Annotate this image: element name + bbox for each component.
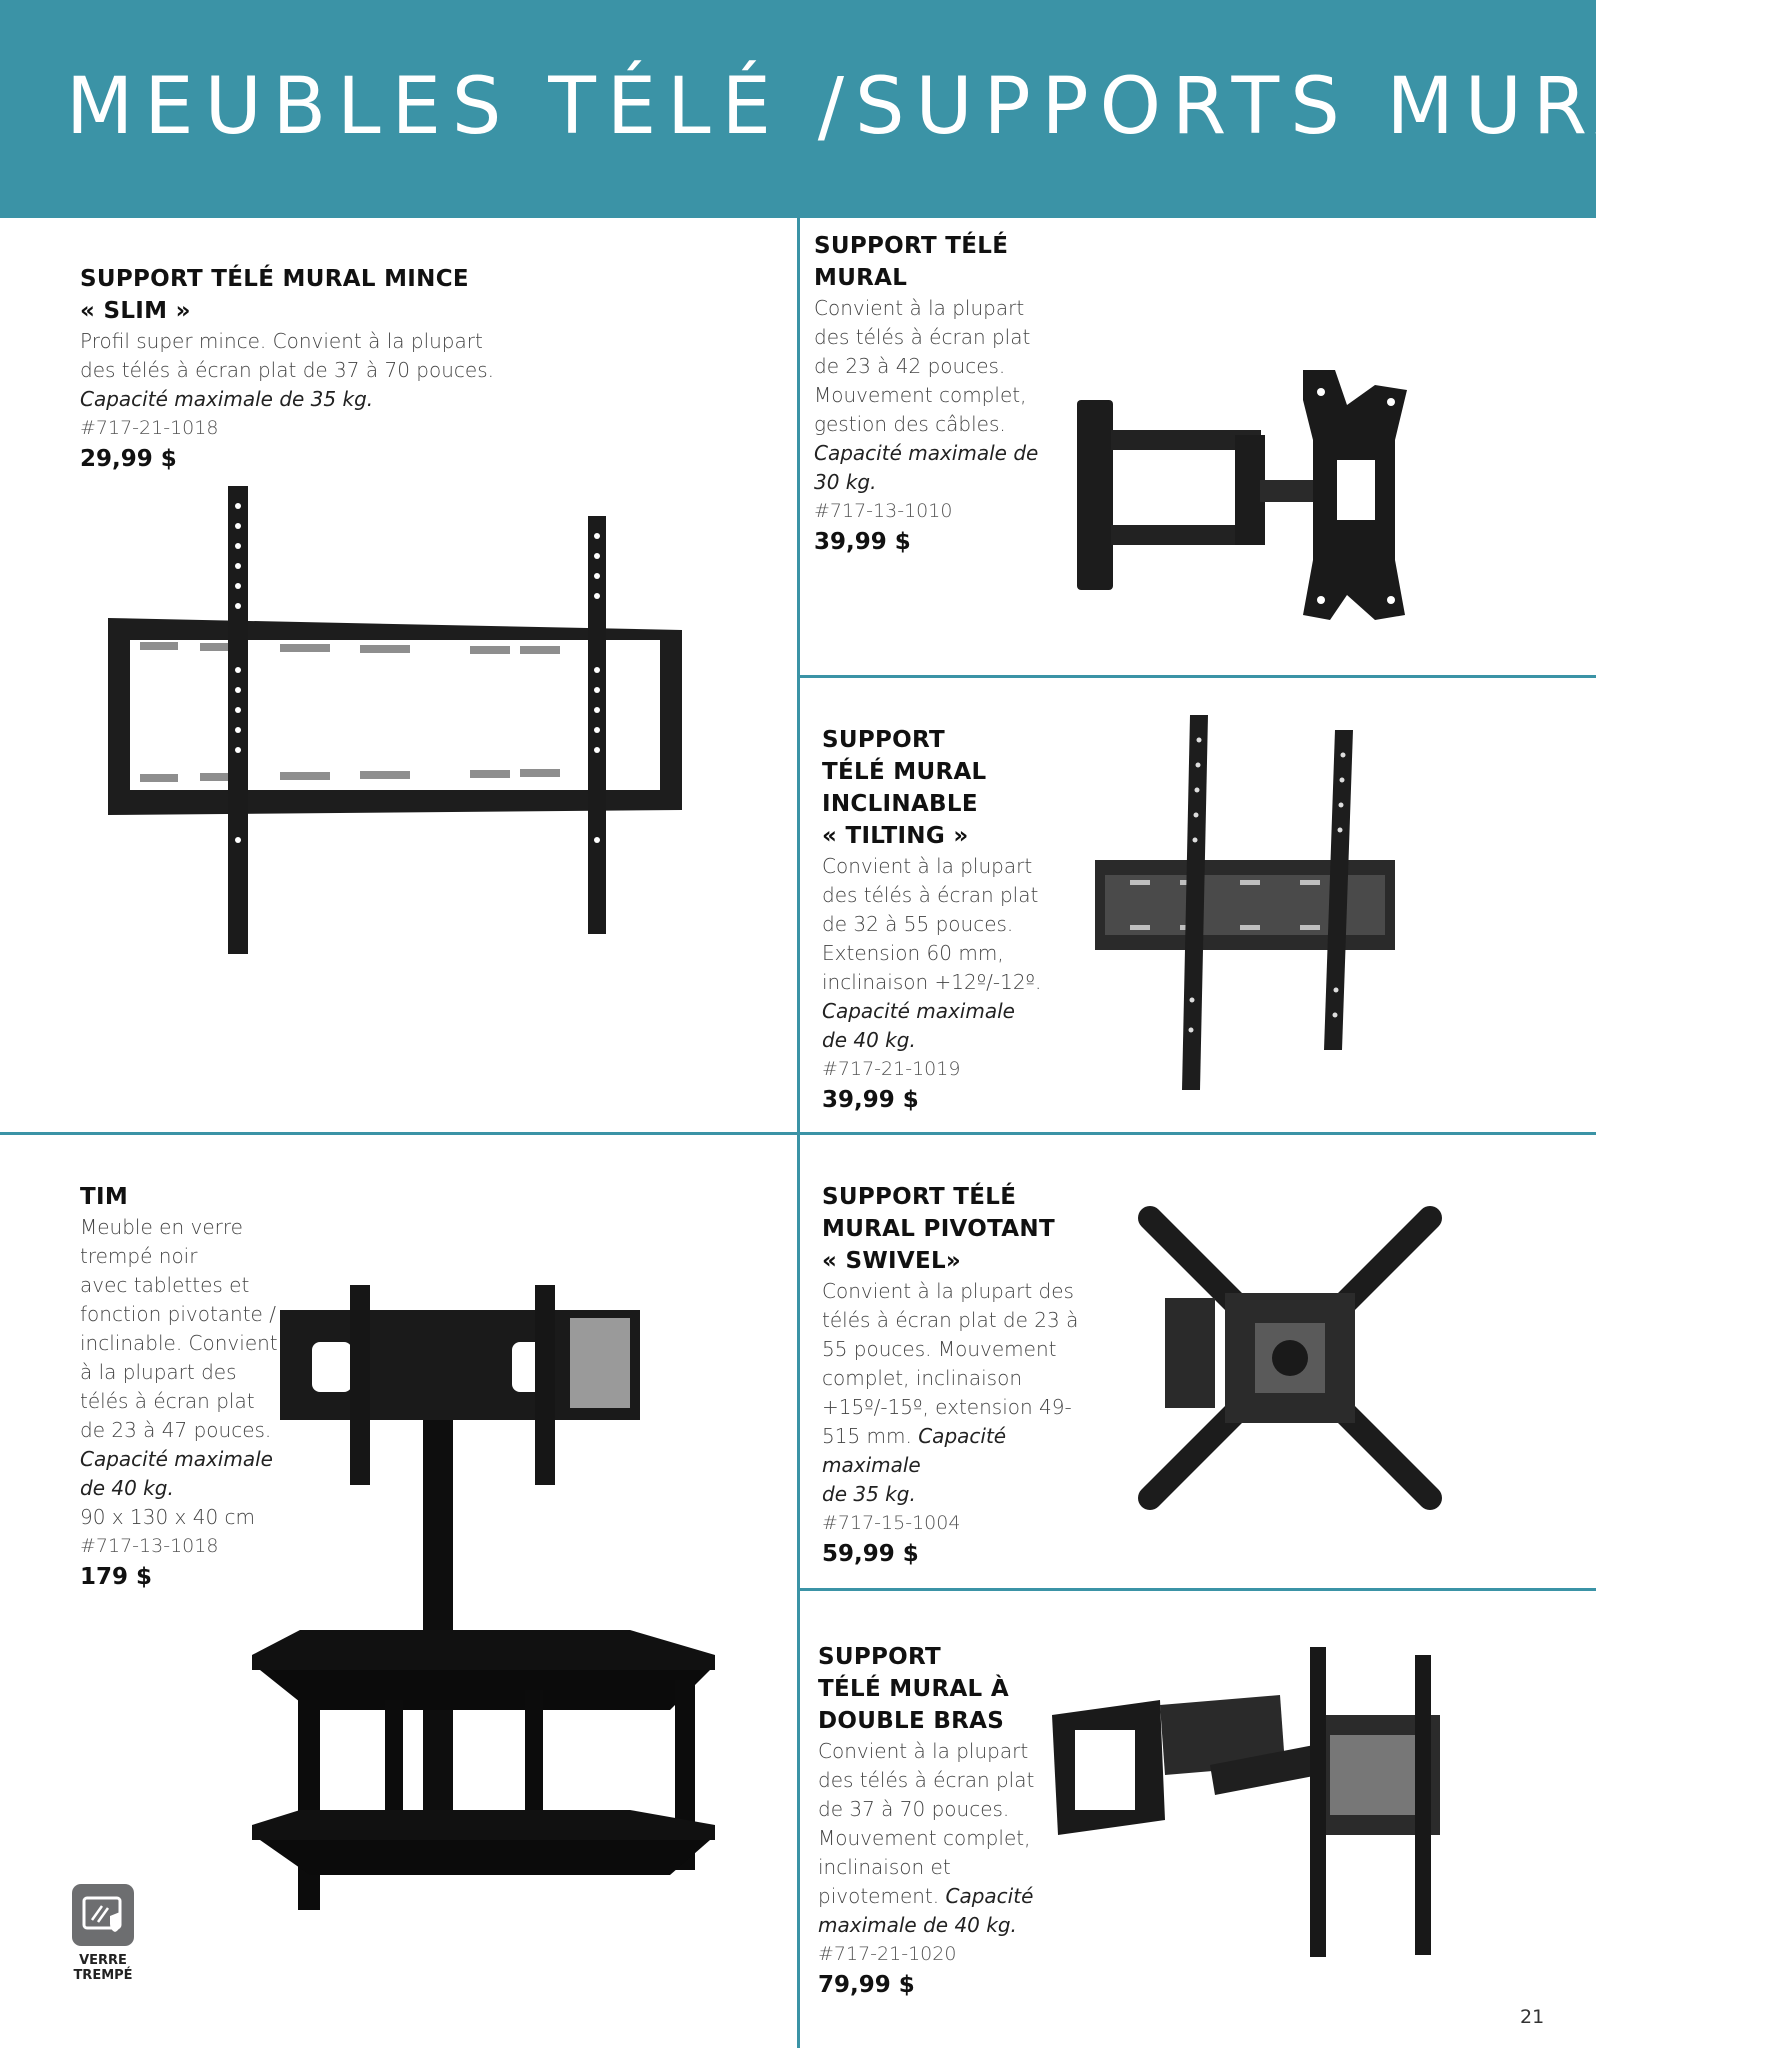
- product-description: Meuble en verre trempé noir avec tablettes et fonction pivotante / inclinable. Convient à la plupart des télés à écran plat de 23 à 47 pouces.: [80, 1215, 278, 1442]
- page-number: 21: [1520, 2006, 1545, 2028]
- product-wall-mount: [814, 230, 1054, 558]
- product-sku: #717-21-1018: [80, 417, 219, 439]
- product-description: Convient à la plupart des télés à écran plat de 32 à 55 pouces. Extension 60 mm, inclinaison +12º/-12º.: [822, 854, 1042, 994]
- page-title: MEUBLES TÉLÉ /SUPPORTS MURAUX: [66, 62, 1792, 152]
- product-capacity: maximale de 35 kg.: [822, 1453, 921, 1506]
- product-description: Convient à la plupart des télés à écran plat de 23 à 55 pouces. Mouvement complet, inclinaison +15º/-15º, extension 49- 515 mm. Capacité: [822, 1279, 1079, 1448]
- product-sku: #717-21-1019: [822, 1058, 961, 1080]
- section-divider-right-2: [797, 1588, 1596, 1591]
- product-capacity: maximale de 40 kg.: [818, 1913, 1017, 1937]
- product-dimensions: 90 x 130 x 40 cm: [80, 1505, 256, 1529]
- product-price: 39,99 $: [822, 1087, 919, 1113]
- product-sku: #717-15-1004: [822, 1512, 961, 1534]
- product-title: SUPPORT TÉLÉ MURAL INCLINABLE « TILTING »: [822, 727, 987, 849]
- product-swivel-mount: [822, 1181, 1082, 1570]
- product-sku: #717-13-1018: [80, 1535, 219, 1557]
- product-title: SUPPORT TÉLÉ MURAL À DOUBLE BRAS: [818, 1644, 1009, 1734]
- tilting-mount-image: [1090, 710, 1410, 1095]
- product-description: Profil super mince. Convient à la plupart des télés à écran plat de 37 à 70 pouces.: [80, 329, 494, 382]
- product-price: 79,99 $: [818, 1972, 915, 1998]
- product-capacity: Capacité maximale de 40 kg.: [80, 1447, 273, 1500]
- product-title: SUPPORT TÉLÉ MURAL MINCE « SLIM »: [80, 266, 469, 324]
- swivel-mount-image: [1130, 1198, 1450, 1518]
- product-title: TIM: [80, 1184, 129, 1210]
- tim-stand-image: [250, 1280, 720, 1940]
- tempered-glass-icon: [72, 1884, 134, 1946]
- section-divider-full: [0, 1132, 1596, 1135]
- page-header: [0, 0, 1792, 218]
- product-price: 179 $: [80, 1564, 153, 1590]
- section-divider-right-1: [797, 675, 1596, 678]
- product-price: 29,99 $: [80, 446, 177, 472]
- product-capacity: Capacité maximale de 35 kg.: [80, 387, 374, 411]
- slim-mount-image: [100, 480, 700, 970]
- product-title: SUPPORT TÉLÉ MURAL: [814, 233, 1009, 291]
- badge-label: VERRE TREMPÉ: [73, 1953, 133, 1983]
- product-tilting-mount: [822, 724, 1062, 1116]
- product-double-arm-mount: [818, 1641, 1058, 2001]
- product-description: Convient à la plupart des télés à écran plat de 23 à 42 pouces. Mouvement complet, gestion des câbles.: [814, 296, 1031, 436]
- product-title: SUPPORT TÉLÉ MURAL PIVOTANT « SWIVEL»: [822, 1184, 1055, 1274]
- product-capacity: Capacité maximale de 40 kg.: [822, 999, 1015, 1052]
- product-description: Convient à la plupart des télés à écran plat de 37 à 70 pouces. Mouvement complet, inclinaison et pivotement. Capacité: [818, 1739, 1035, 1908]
- wall-mount-image: [1075, 360, 1420, 635]
- product-sku: #717-13-1010: [814, 500, 953, 522]
- product-sku: #717-21-1020: [818, 1943, 957, 1965]
- product-price: 39,99 $: [814, 529, 911, 555]
- product-slim-mount: [80, 263, 500, 475]
- double-arm-mount-image: [1050, 1645, 1450, 1965]
- product-capacity: Capacité maximale de 30 kg.: [814, 441, 1039, 494]
- product-price: 59,99 $: [822, 1541, 919, 1567]
